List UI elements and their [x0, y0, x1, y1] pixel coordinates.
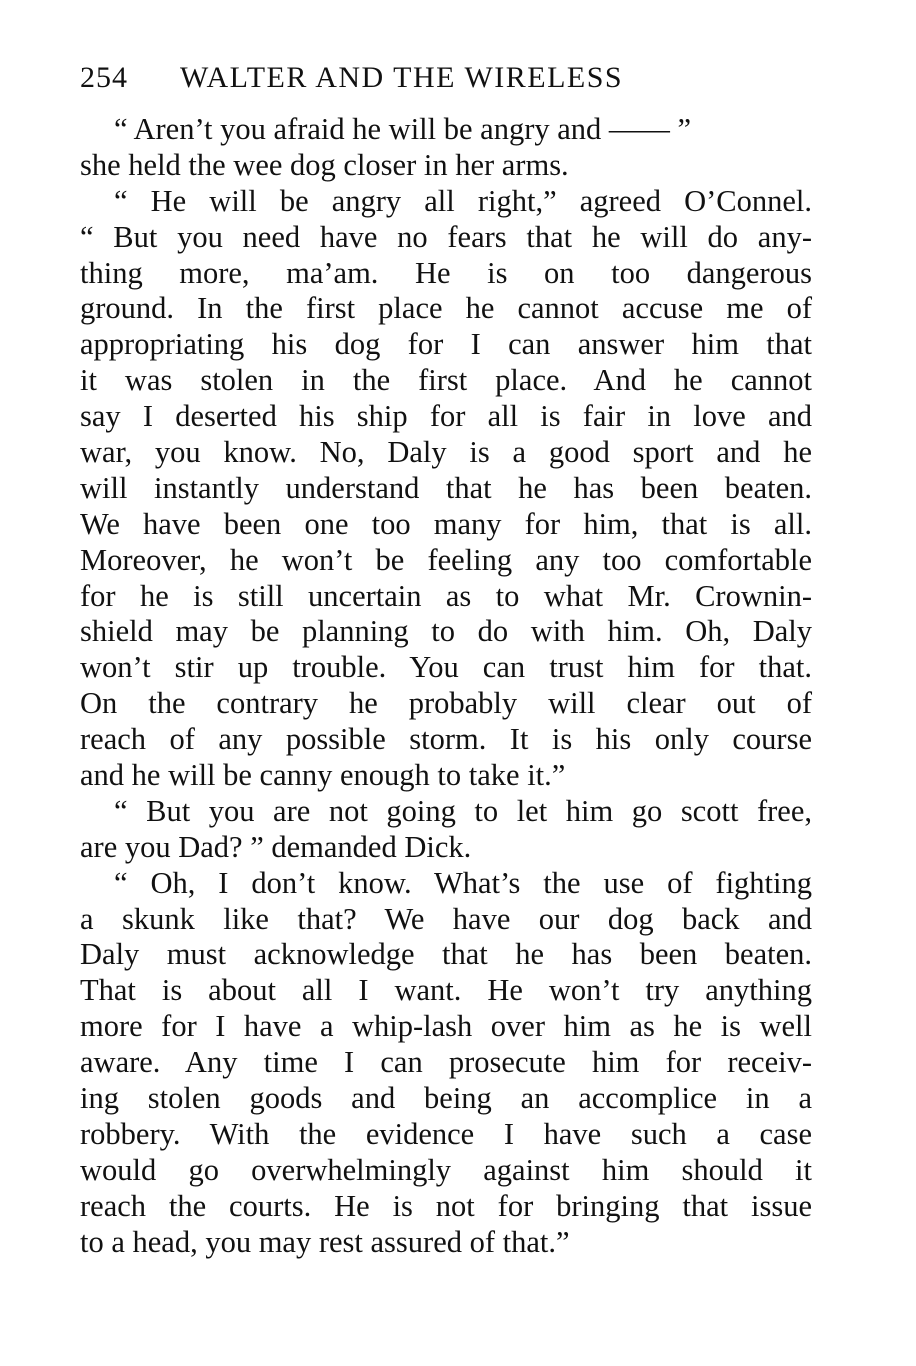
text-line: Moreover, he won’t be feeling any too comfortable — [80, 542, 812, 577]
text-line: “ He will be angry all right,” agreed O’Connel. — [114, 183, 812, 218]
text-line: Daly must acknowledge that he has been beaten. — [80, 937, 812, 972]
page-number: 254 — [80, 61, 128, 94]
text-line: she held the wee dog closer in her arms. — [80, 147, 569, 182]
text-line: “ Oh, I don’t know. What’s the use of fighting — [114, 865, 812, 900]
text-line: are you Dad? ” demanded Dick. — [80, 829, 472, 864]
running-head — [80, 56, 820, 100]
text-line: say I deserted his ship for all is fair in love and — [80, 399, 812, 434]
text-line: thing more, ma’am. He is on too dangerous — [80, 255, 812, 290]
text-line: more for I have a whip-lash over him as he is well — [80, 1009, 812, 1044]
book-title: WALTER AND THE WIRELESS — [180, 61, 624, 94]
text-line: ground. In the first place he cannot accuse me of — [80, 291, 812, 326]
text-line: would go overwhelmingly against him should it — [80, 1152, 812, 1187]
text-line: shield may be planning to do with him. Oh, Daly — [80, 614, 812, 649]
text-line: On the contrary he probably will clear out of — [80, 686, 812, 721]
text-line: aware. Any time I can prosecute him for receiv- — [80, 1045, 812, 1080]
text-line: “ But you are not going to let him go scott free, — [114, 793, 812, 828]
text-line: to a head, you may rest assured of that.” — [80, 1224, 570, 1259]
text-line: ing stolen goods and being an accomplice in a — [80, 1081, 812, 1116]
text-line: “ Aren’t you afraid he will be angry and —— ” — [114, 112, 692, 146]
body-text — [80, 112, 812, 1261]
text-line: We have been one too many for him, that is all. — [80, 506, 812, 541]
text-line: won’t stir up trouble. You can trust him for that. — [80, 650, 812, 685]
text-line: war, you know. No, Daly is a good sport and he — [80, 435, 812, 470]
text-line: will instantly understand that he has been beaten. — [80, 470, 812, 505]
text-line: “ But you need have no fears that he will do any- — [80, 219, 812, 254]
text-line: for he is still uncertain as to what Mr. Crownin- — [80, 578, 812, 613]
text-line: appropriating his dog for I can answer him that — [80, 327, 812, 362]
text-line: reach the courts. He is not for bringing that issue — [80, 1188, 812, 1223]
text-line: it was stolen in the first place. And he cannot — [80, 363, 812, 398]
text-line: a skunk like that? We have our dog back and — [80, 901, 812, 936]
text-line: and he will be canny enough to take it.” — [80, 758, 566, 793]
text-line: reach of any possible storm. It is his only course — [80, 722, 812, 757]
text-line: robbery. With the evidence I have such a case — [80, 1116, 812, 1151]
text-line: That is about all I want. He won’t try anything — [80, 973, 812, 1008]
